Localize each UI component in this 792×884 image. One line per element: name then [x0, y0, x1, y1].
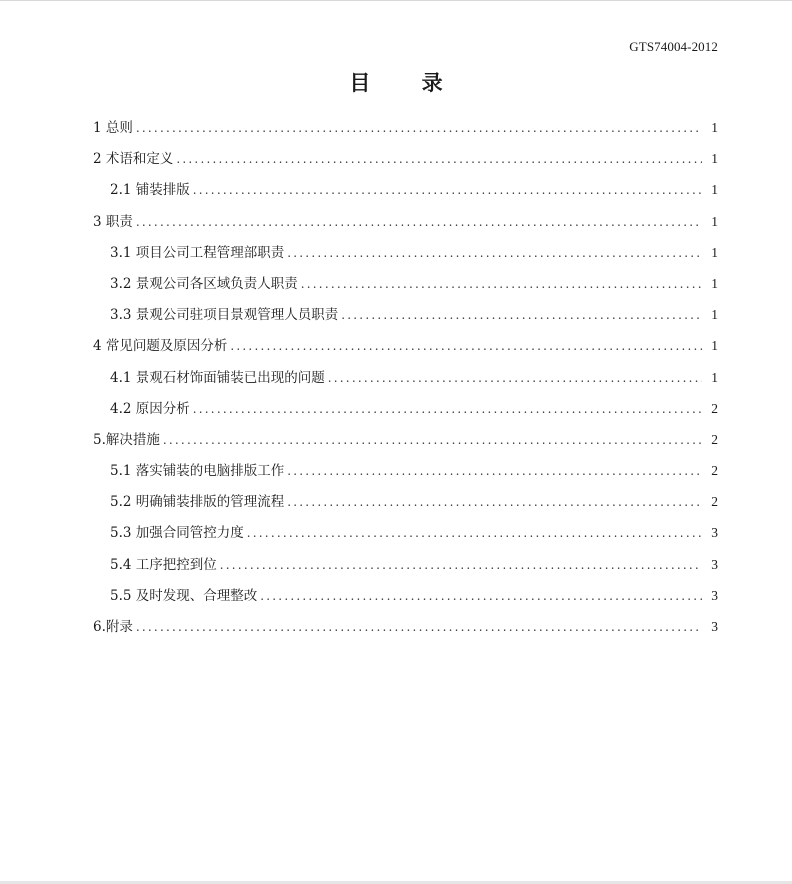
toc-entry[interactable]: [93, 272, 718, 303]
toc-entry-page: 1: [711, 275, 718, 291]
toc-entry-page: 2: [711, 463, 718, 479]
toc-entry-page: 1: [711, 244, 718, 260]
toc-entry-label: 5.1 落实铺装的电脑排版工作: [110, 463, 285, 480]
toc-dot-leader: [287, 490, 702, 514]
toc-dot-leader: [163, 428, 702, 452]
toc-dot-leader: [287, 241, 702, 265]
toc-dot-leader: [287, 459, 702, 483]
toc-entry[interactable]: [93, 428, 718, 459]
toc-dot-leader: [301, 272, 702, 296]
toc-entry-page: 2: [711, 494, 718, 510]
toc-dot-leader: [136, 615, 702, 639]
toc-entry-label: 4.1 景观石材饰面铺装已出现的问题: [110, 369, 325, 386]
toc-dot-leader: [220, 553, 702, 577]
toc-entry-label: 3 职责: [93, 213, 133, 230]
toc-entry[interactable]: [93, 241, 718, 272]
toc-dot-leader: [230, 334, 702, 358]
page-top-edge: [0, 0, 792, 1]
table-of-contents: [93, 116, 718, 646]
toc-entry-label: 5.解决措施: [93, 431, 160, 448]
toc-entry[interactable]: [93, 303, 718, 334]
toc-entry-page: 3: [711, 525, 718, 541]
toc-entry[interactable]: [93, 459, 718, 490]
toc-entry-page: 2: [711, 431, 718, 447]
toc-entry-label: 1 总则: [93, 120, 133, 136]
toc-dot-leader: [328, 366, 702, 390]
toc-entry[interactable]: [93, 147, 718, 178]
toc-dot-leader: [136, 116, 702, 140]
toc-entry-page: 3: [711, 556, 718, 572]
toc-entry-label: 4 常见问题及原因分析: [93, 338, 228, 355]
toc-dot-leader: [341, 303, 702, 327]
toc-entry-label: 3.1 项目公司工程管理部职责: [110, 244, 285, 261]
toc-entry-label: 5.5 及时发现、合理整改: [110, 587, 258, 604]
toc-entry-page: 1: [711, 307, 718, 323]
toc-entry[interactable]: [93, 615, 718, 646]
toc-entry[interactable]: [93, 553, 718, 584]
toc-dot-leader: [136, 210, 702, 234]
document-code: GTS74004-2012: [629, 39, 718, 54]
toc-entry-page: 1: [711, 151, 718, 167]
toc-entry-page: 1: [711, 369, 718, 385]
toc-entry[interactable]: [93, 366, 718, 397]
toc-entry[interactable]: [93, 521, 718, 552]
toc-entry-page: 3: [711, 619, 718, 634]
toc-entry[interactable]: [93, 397, 718, 428]
toc-entry-page: 3: [711, 587, 718, 603]
toc-entry-label: 6.附录: [93, 619, 133, 635]
toc-dot-leader: [260, 584, 702, 608]
toc-entry-page: 1: [711, 120, 718, 135]
toc-dot-leader: [193, 178, 702, 202]
toc-dot-leader: [193, 397, 702, 421]
toc-entry[interactable]: [93, 210, 718, 241]
toc-entry[interactable]: [93, 584, 718, 615]
toc-entry-page: 1: [711, 182, 718, 198]
toc-entry[interactable]: [93, 490, 718, 521]
toc-dot-leader: [247, 521, 702, 545]
toc-entry-page: 1: [711, 338, 718, 354]
toc-entry[interactable]: [93, 334, 718, 365]
toc-entry[interactable]: [93, 116, 718, 147]
page-title: 目 录: [349, 70, 465, 95]
toc-entry-page: 1: [711, 213, 718, 229]
toc-entry-label: 2 术语和定义: [93, 151, 174, 168]
toc-entry-label: 5.4 工序把控到位: [110, 556, 217, 573]
toc-entry-label: 4.2 原因分析: [110, 400, 190, 417]
toc-entry-label: 5.2 明确铺装排版的管理流程: [110, 494, 285, 511]
toc-entry-label: 2.1 铺装排版: [110, 182, 190, 199]
toc-entry-label: 5.3 加强合同管控力度: [110, 525, 244, 542]
toc-entry-page: 2: [711, 400, 718, 416]
toc-entry-label: 3.3 景观公司驻项目景观管理人员职责: [110, 307, 339, 324]
toc-dot-leader: [176, 147, 702, 171]
toc-entry-label: 3.2 景观公司各区域负责人职责: [110, 275, 298, 292]
toc-entry[interactable]: [93, 178, 718, 209]
